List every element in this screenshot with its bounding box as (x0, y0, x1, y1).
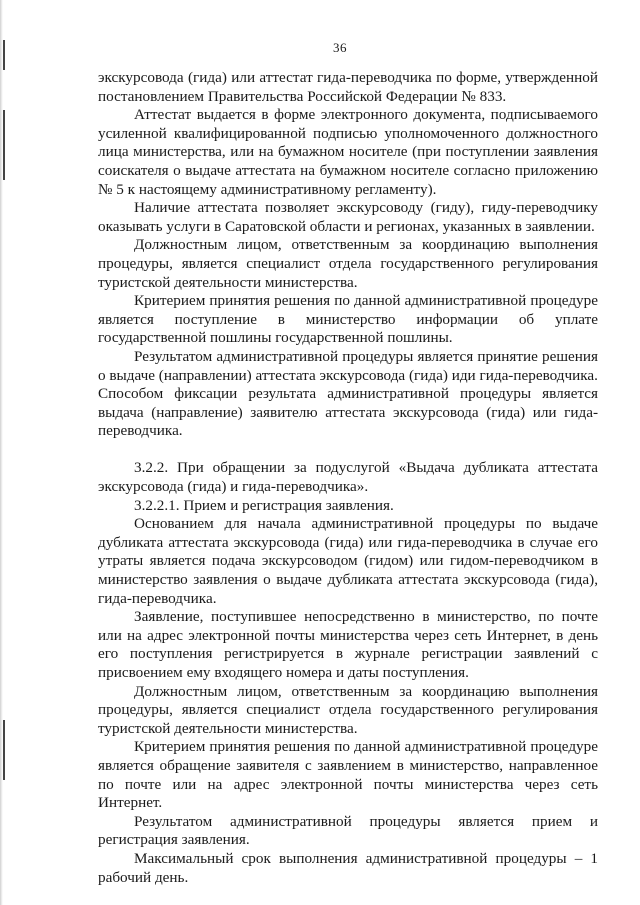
paragraph: Критерием принятия решения по данной административной процедуре является обращение заявителя с заявлением в министерство, направленное по почте или на адрес электронной почты министерства через сеть Интернет. (98, 738, 598, 812)
paragraph: Результатом административной процедуры является принятие решения о выдаче (направлении) аттестата экскурсовода (гида) иди гида-переводчика. (98, 347, 598, 384)
paragraph: Должностным лицом, ответственным за координацию выполнения процедуры, является специалист отдела государственного регулирования туристской деятельности министерства. (98, 236, 598, 291)
scan-edge-mark (3, 720, 5, 780)
paragraph: Основанием для начала административной процедуры по выдаче дубликата аттестата экскурсовода (гида) или гида-переводчика в случае его утраты является подача экскурсоводом (гидом) или гидом-переводчиком в министерство заявления о выдаче дубликата аттестата экскурсовода (гида), гида-переводчика. (98, 515, 598, 607)
page-number: 36 (333, 40, 347, 55)
paragraph: Результатом административной процедуры является прием и регистрация заявления. (98, 812, 598, 849)
scan-edge-mark (3, 110, 5, 180)
section-heading: 3.2.2. При обращении за подуслугой «Выдача дубликата аттестата экскурсовода (гида) и гида-переводчика». (98, 459, 598, 496)
paragraph: Заявление, поступившее непосредственно в министерство, по почте или на адрес электронной почты министерства через сеть Интернет, в день его поступления регистрируется в журнале регистрации заявлений с присвоением ему входящего номера и даты поступления. (98, 608, 598, 681)
paragraph: Критерием принятия решения по данной административной процедуре является поступление в министерство информации об уплате государственной пошлины государственной пошлины. (98, 292, 598, 347)
paragraph: Должностным лицом, ответственным за координацию выполнения процедуры, является специалист отдела государственного регулирования туристской деятельности министерства. (98, 682, 598, 737)
subsection-heading: 3.2.2.1. Прием и регистрация заявления. (134, 496, 394, 514)
paragraph: Наличие аттестата позволяет экскурсоводу (гиду), гиду-переводчику оказывать услуги в Саратовской области и регионах, указанных в заявлении. (98, 199, 598, 235)
paragraph: Аттестат выдается в форме электронного документа, подписываемого усиленной квалифицированной подписью уполномоченного должностного лица министерства, или на бумажном носителе (при поступлении заявления соискателя о выдаче аттестата на бумажном носителе согласно приложению № 5 к настоящему административному регламенту). (98, 106, 598, 198)
paragraph: экскурсовода (гида) или аттестат гида-переводчика по форме, утвержденной постановлением Правительства Российской Федерации № 833. (98, 69, 598, 105)
paragraph: Способом фиксации результата административной процедуры является выдача (направление) заявителю аттестата экскурсовода (гида) или гида-переводчика. (98, 385, 598, 440)
paragraph: Максимальный срок выполнения административной процедуры – 1 рабочий день. (98, 849, 598, 886)
document-body (98, 69, 598, 887)
